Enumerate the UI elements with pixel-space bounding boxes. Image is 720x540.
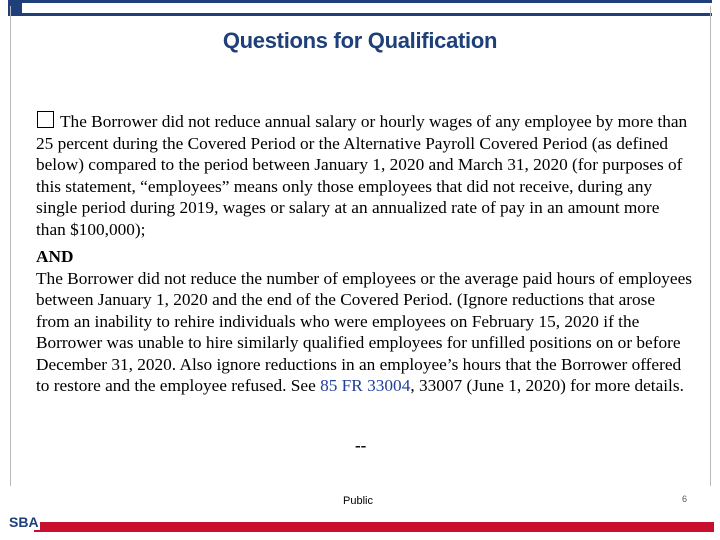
top-border-bar-inner: [22, 3, 714, 13]
classification-label: Public: [343, 495, 373, 507]
sba-logo: SBA: [9, 514, 39, 530]
checkbox-icon[interactable]: [37, 111, 54, 128]
slide-title: Questions for Qualification: [222, 28, 498, 53]
separator-dashes: --: [355, 436, 367, 455]
statement-employees-tail: , 33007 (June 1, 2020) for more details.: [410, 376, 684, 395]
statement-salary-text: The Borrower did not reduce annual salary or hourly wages of any employee by more than 25 percent during the Covered Period or the Alternative Payroll Covered Period (as defined below) compared to the period between January 1, 2020 and March 31, 2020 (for purposes of this statement, “employees” means only those employees that did not receive, during any single period during 2019, wages or salary at an annualized rate of pay in an amount more than $100,000);: [36, 112, 688, 239]
conjunction-and: AND: [36, 247, 74, 266]
statement-employees: [36, 268, 692, 397]
left-rule: [10, 6, 11, 486]
right-rule: [710, 6, 711, 486]
statement-salary: [36, 111, 692, 240]
bottom-bar-red: [34, 522, 714, 532]
page-number: 6: [682, 494, 688, 504]
qualification-statements: [36, 111, 692, 397]
statement-employees-text: The Borrower did not reduce the number of employees or the average paid hours of employees between January 1, 2020 and the end of the Covered Period. (Ignore reductions that arose from an inability to rehire individuals who were employees on February 15, 2020 if the Borrower was unable to hire similarly qualified employees for unfilled positions on or before December 31, 2020. Also ignore reductions in an employee’s hours that the Borrower offered to restore and the employee refused. See: [36, 268, 692, 395]
top-border-bar: [8, 0, 712, 16]
federal-register-link[interactable]: 85 FR 33004: [320, 376, 411, 395]
